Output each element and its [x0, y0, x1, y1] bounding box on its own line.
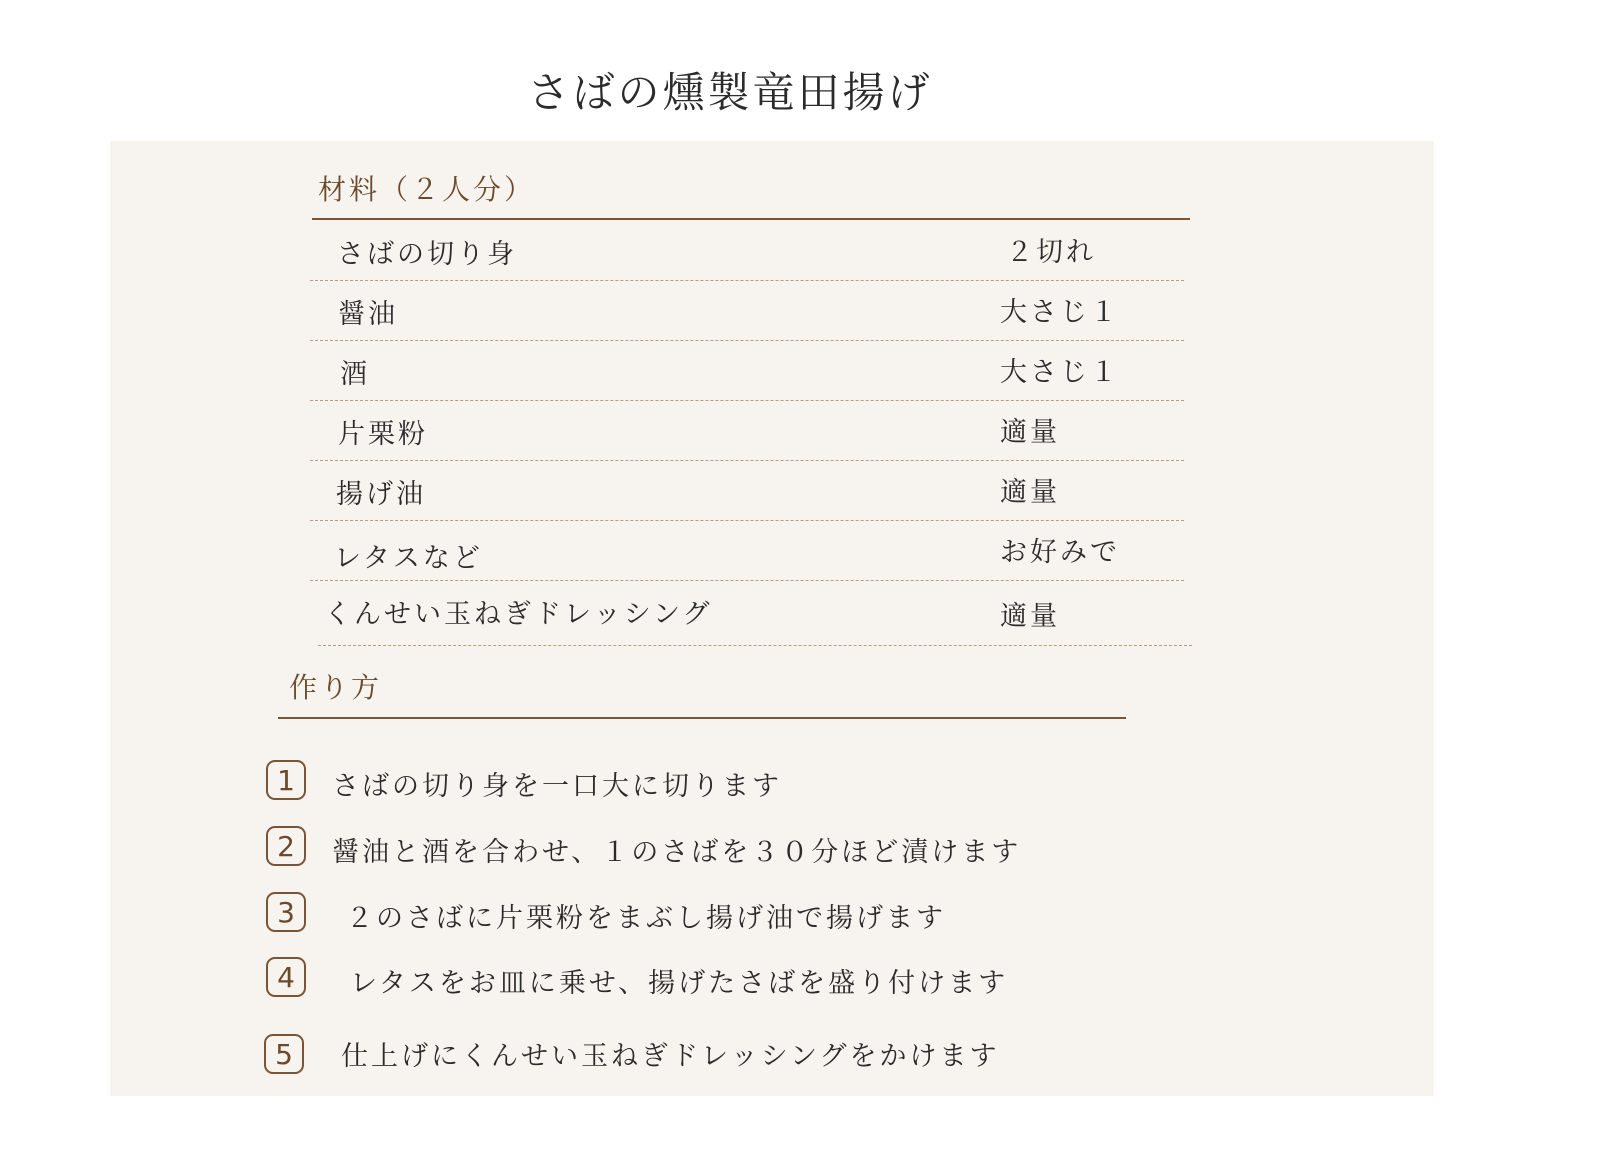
step-number-badge: 4 [266, 957, 306, 997]
ingredient-row [310, 400, 1184, 461]
ingredient-amount: ２切れ [1006, 237, 1096, 268]
ingredient-amount: 大さじ１ [1000, 357, 1120, 388]
ingredient-row [310, 220, 1184, 281]
ingredient-name: 酒 [340, 359, 370, 390]
method-step [266, 760, 1066, 806]
step-text: レタスをお皿に乗せ、揚げたさばを盛り付けます [350, 968, 1009, 999]
ingredient-row [310, 280, 1184, 341]
method-step [266, 957, 1066, 1003]
ingredient-name: さばの切り身 [337, 239, 517, 270]
recipe-card [110, 141, 1434, 1096]
step-number-badge: 5 [264, 1034, 304, 1074]
ingredient-name: くんせい玉ねぎドレッシング [324, 599, 713, 630]
step-text: さばの切り身を一口大に切ります [332, 771, 782, 802]
ingredient-amount: お好みで [1000, 537, 1120, 568]
method-step [266, 892, 1066, 938]
ingredient-row [310, 460, 1184, 521]
method-heading-rule [278, 717, 1126, 719]
ingredient-amount: 大さじ１ [1000, 297, 1120, 328]
ingredient-name: レタスなど [334, 543, 483, 574]
step-number-badge: 2 [266, 826, 306, 866]
step-number-badge: 3 [266, 892, 306, 932]
step-number-badge: 1 [266, 760, 306, 800]
ingredient-amount: 適量 [1000, 477, 1060, 508]
ingredient-name: 片栗粉 [338, 419, 428, 450]
method-step [266, 826, 1066, 872]
ingredient-name: 揚げ油 [336, 479, 426, 510]
ingredient-amount: 適量 [1000, 417, 1060, 448]
ingredient-amount: 適量 [1000, 601, 1060, 632]
ingredient-row [310, 340, 1184, 401]
method-heading: 作り方 [289, 671, 383, 704]
step-text: 仕上げにくんせい玉ねぎドレッシングをかけます [341, 1041, 1000, 1072]
recipe-title: さばの燻製竜田揚げ [527, 68, 933, 117]
step-text: 醤油と酒を合わせ、１のさばを３０分ほど漬けます [332, 837, 1022, 868]
method-step [264, 1034, 1064, 1080]
ingredient-name: 醤油 [338, 299, 398, 330]
ingredient-row [318, 580, 1192, 646]
step-text: ２のさばに片栗粉をまぶし揚げ油で揚げます [346, 903, 946, 934]
ingredient-row [310, 520, 1184, 581]
ingredients-heading: 材料（２人分） [318, 173, 536, 206]
